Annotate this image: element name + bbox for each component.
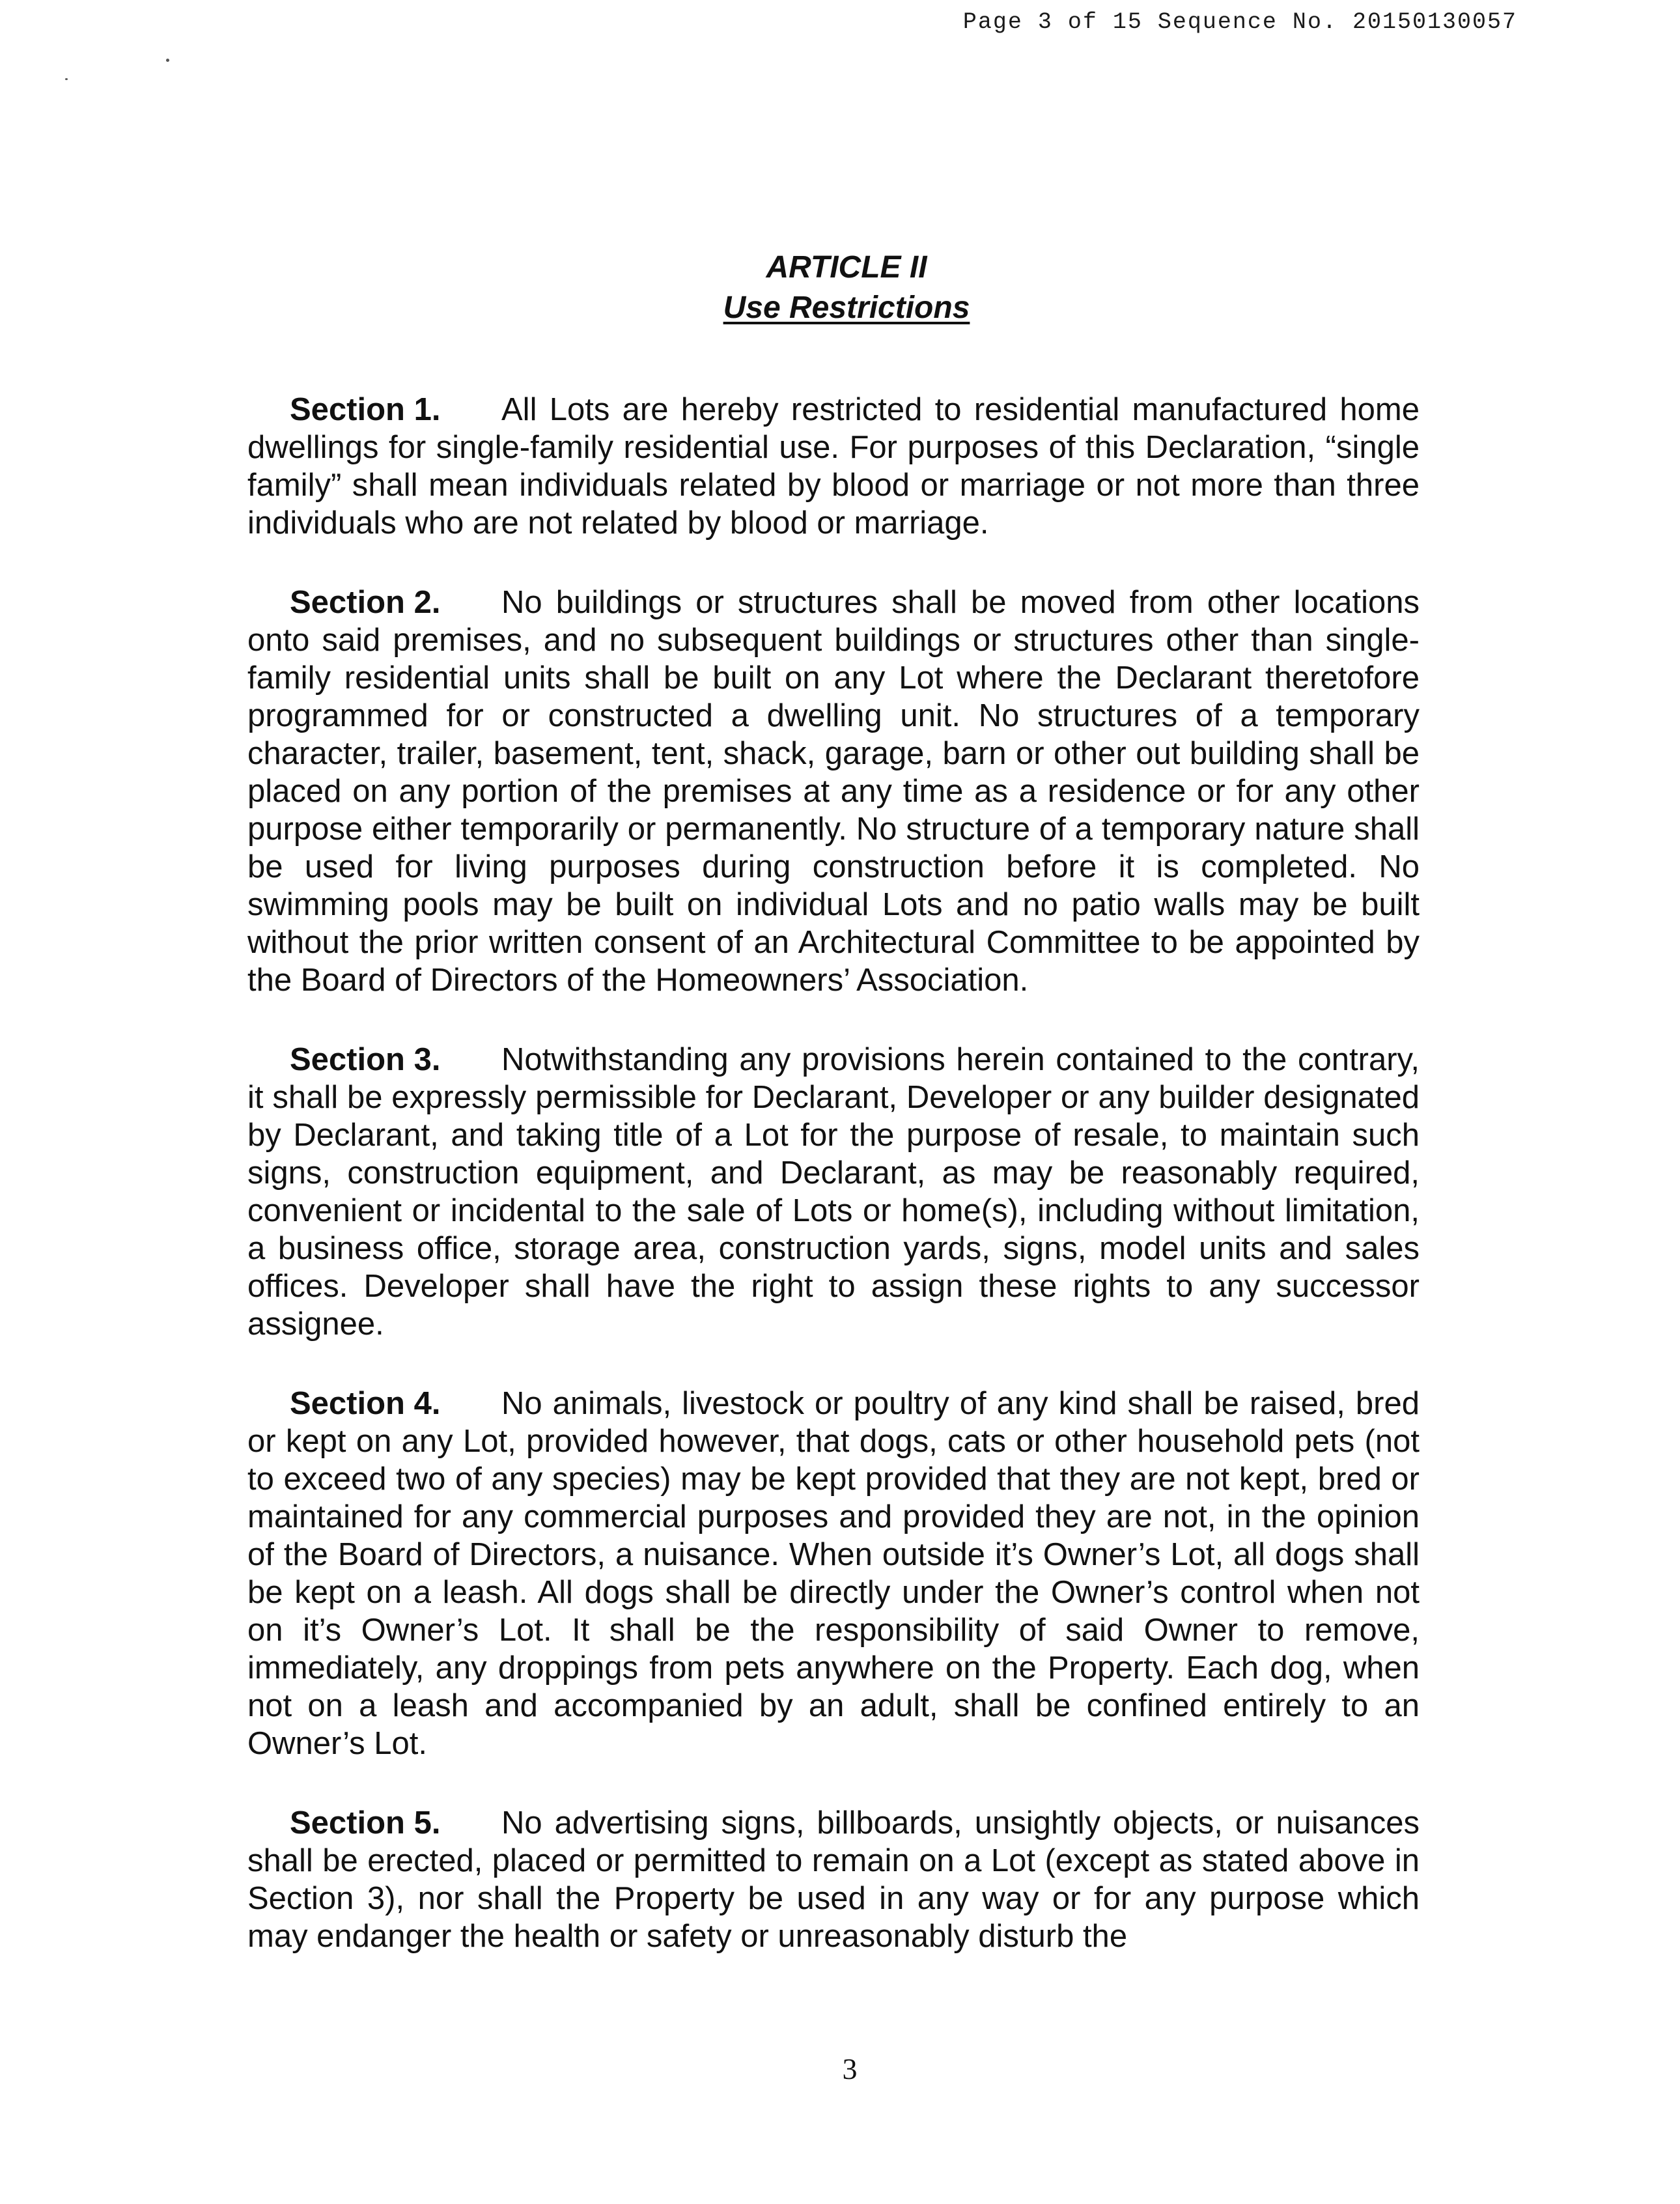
scan-speck bbox=[65, 78, 68, 80]
section-text: Notwithstanding any provisions herein contained to the contrary, it shall be expressly permissible for Declarant, Developer or any builder designated by Declarant, and taking title of a Lot for the purpose of resale, to maintain such signs, construction equipment, and Declarant, as may be reasonably required, convenient or incidental to the sale of Lots or home(s), including without limitation, a business office, storage area, construction yards, signs, model units and sales offices. Developer shall have the right to assign these rights to any successor assignee. bbox=[247, 1042, 1420, 1342]
section-5 bbox=[247, 1804, 1420, 1955]
section-text: No buildings or structures shall be moved from other locations onto said premises, and no subsequent buildings or structures other than single-family residential units shall be built on any Lot where the Declarant theretofore programmed for or constructed a dwelling unit. No structures of a temporary character, trailer, basement, tent, shack, garage, barn or other out building shall be placed on any portion of the premises at any time as a residence or for any other purpose either temporarily or permanently. No structure of a temporary nature shall be used for living purposes during construction before it is completed. No swimming pools may be built on individual Lots and no patio walls may be built without the prior written consent of an Architectural Committee to be appointed by the Board of Directors of the Homeowners’ Association. bbox=[247, 585, 1420, 998]
section-label: Section 4. bbox=[290, 1386, 441, 1421]
article-subtitle: Use Restrictions bbox=[723, 290, 970, 325]
section-text: No advertising signs, billboards, unsightly objects, or nuisances shall be erected, placed or permitted to remain on a Lot (except as stated above in Section 3), nor shall the Property be used in any way or for any purpose which may endanger the health or safety or unreasonably disturb the bbox=[247, 1805, 1420, 1954]
section-1 bbox=[247, 391, 1420, 542]
section-text: All Lots are hereby restricted to residential manufactured home dwellings for single-family residential use. For purposes of this Declaration, “single family” shall mean individuals related by blood or marriage or not more than three individuals who are not related by blood or marriage. bbox=[247, 392, 1420, 541]
article-heading bbox=[0, 247, 1680, 328]
section-text: No animals, livestock or poultry of any kind shall be raised, bred or kept on any Lot, provided however, that dogs, cats or other household pets (not to exceed two of any species) may be kept provided that they are not kept, bred or maintained for any commercial purposes and provided they are not, in the opinion of the Board of Directors, a nuisance. When outside it’s Owner’s Lot, all dogs shall be kept on a leash. All dogs shall be directly under the Owner’s control when not on it’s Owner’s Lot. It shall be the responsibility of said Owner to remove, immediately, any droppings from pets anywhere on the Property. Each dog, when not on a leash and accompanied by an adult, shall be confined entirely to an Owner’s Lot. bbox=[247, 1386, 1420, 1761]
document-body bbox=[247, 391, 1420, 1997]
section-3 bbox=[247, 1041, 1420, 1343]
section-4 bbox=[247, 1385, 1420, 1762]
section-2 bbox=[247, 584, 1420, 999]
page-number: 3 bbox=[842, 2052, 858, 2085]
scan-speck bbox=[166, 59, 169, 62]
page-sequence-header: Page 3 of 15 Sequence No. 20150130057 bbox=[962, 9, 1517, 35]
section-label: Section 3. bbox=[290, 1042, 441, 1077]
section-label: Section 1. bbox=[290, 392, 441, 427]
section-label: Section 5. bbox=[290, 1805, 441, 1841]
section-label: Section 2. bbox=[290, 585, 441, 620]
article-title: ARTICLE II bbox=[766, 250, 927, 285]
